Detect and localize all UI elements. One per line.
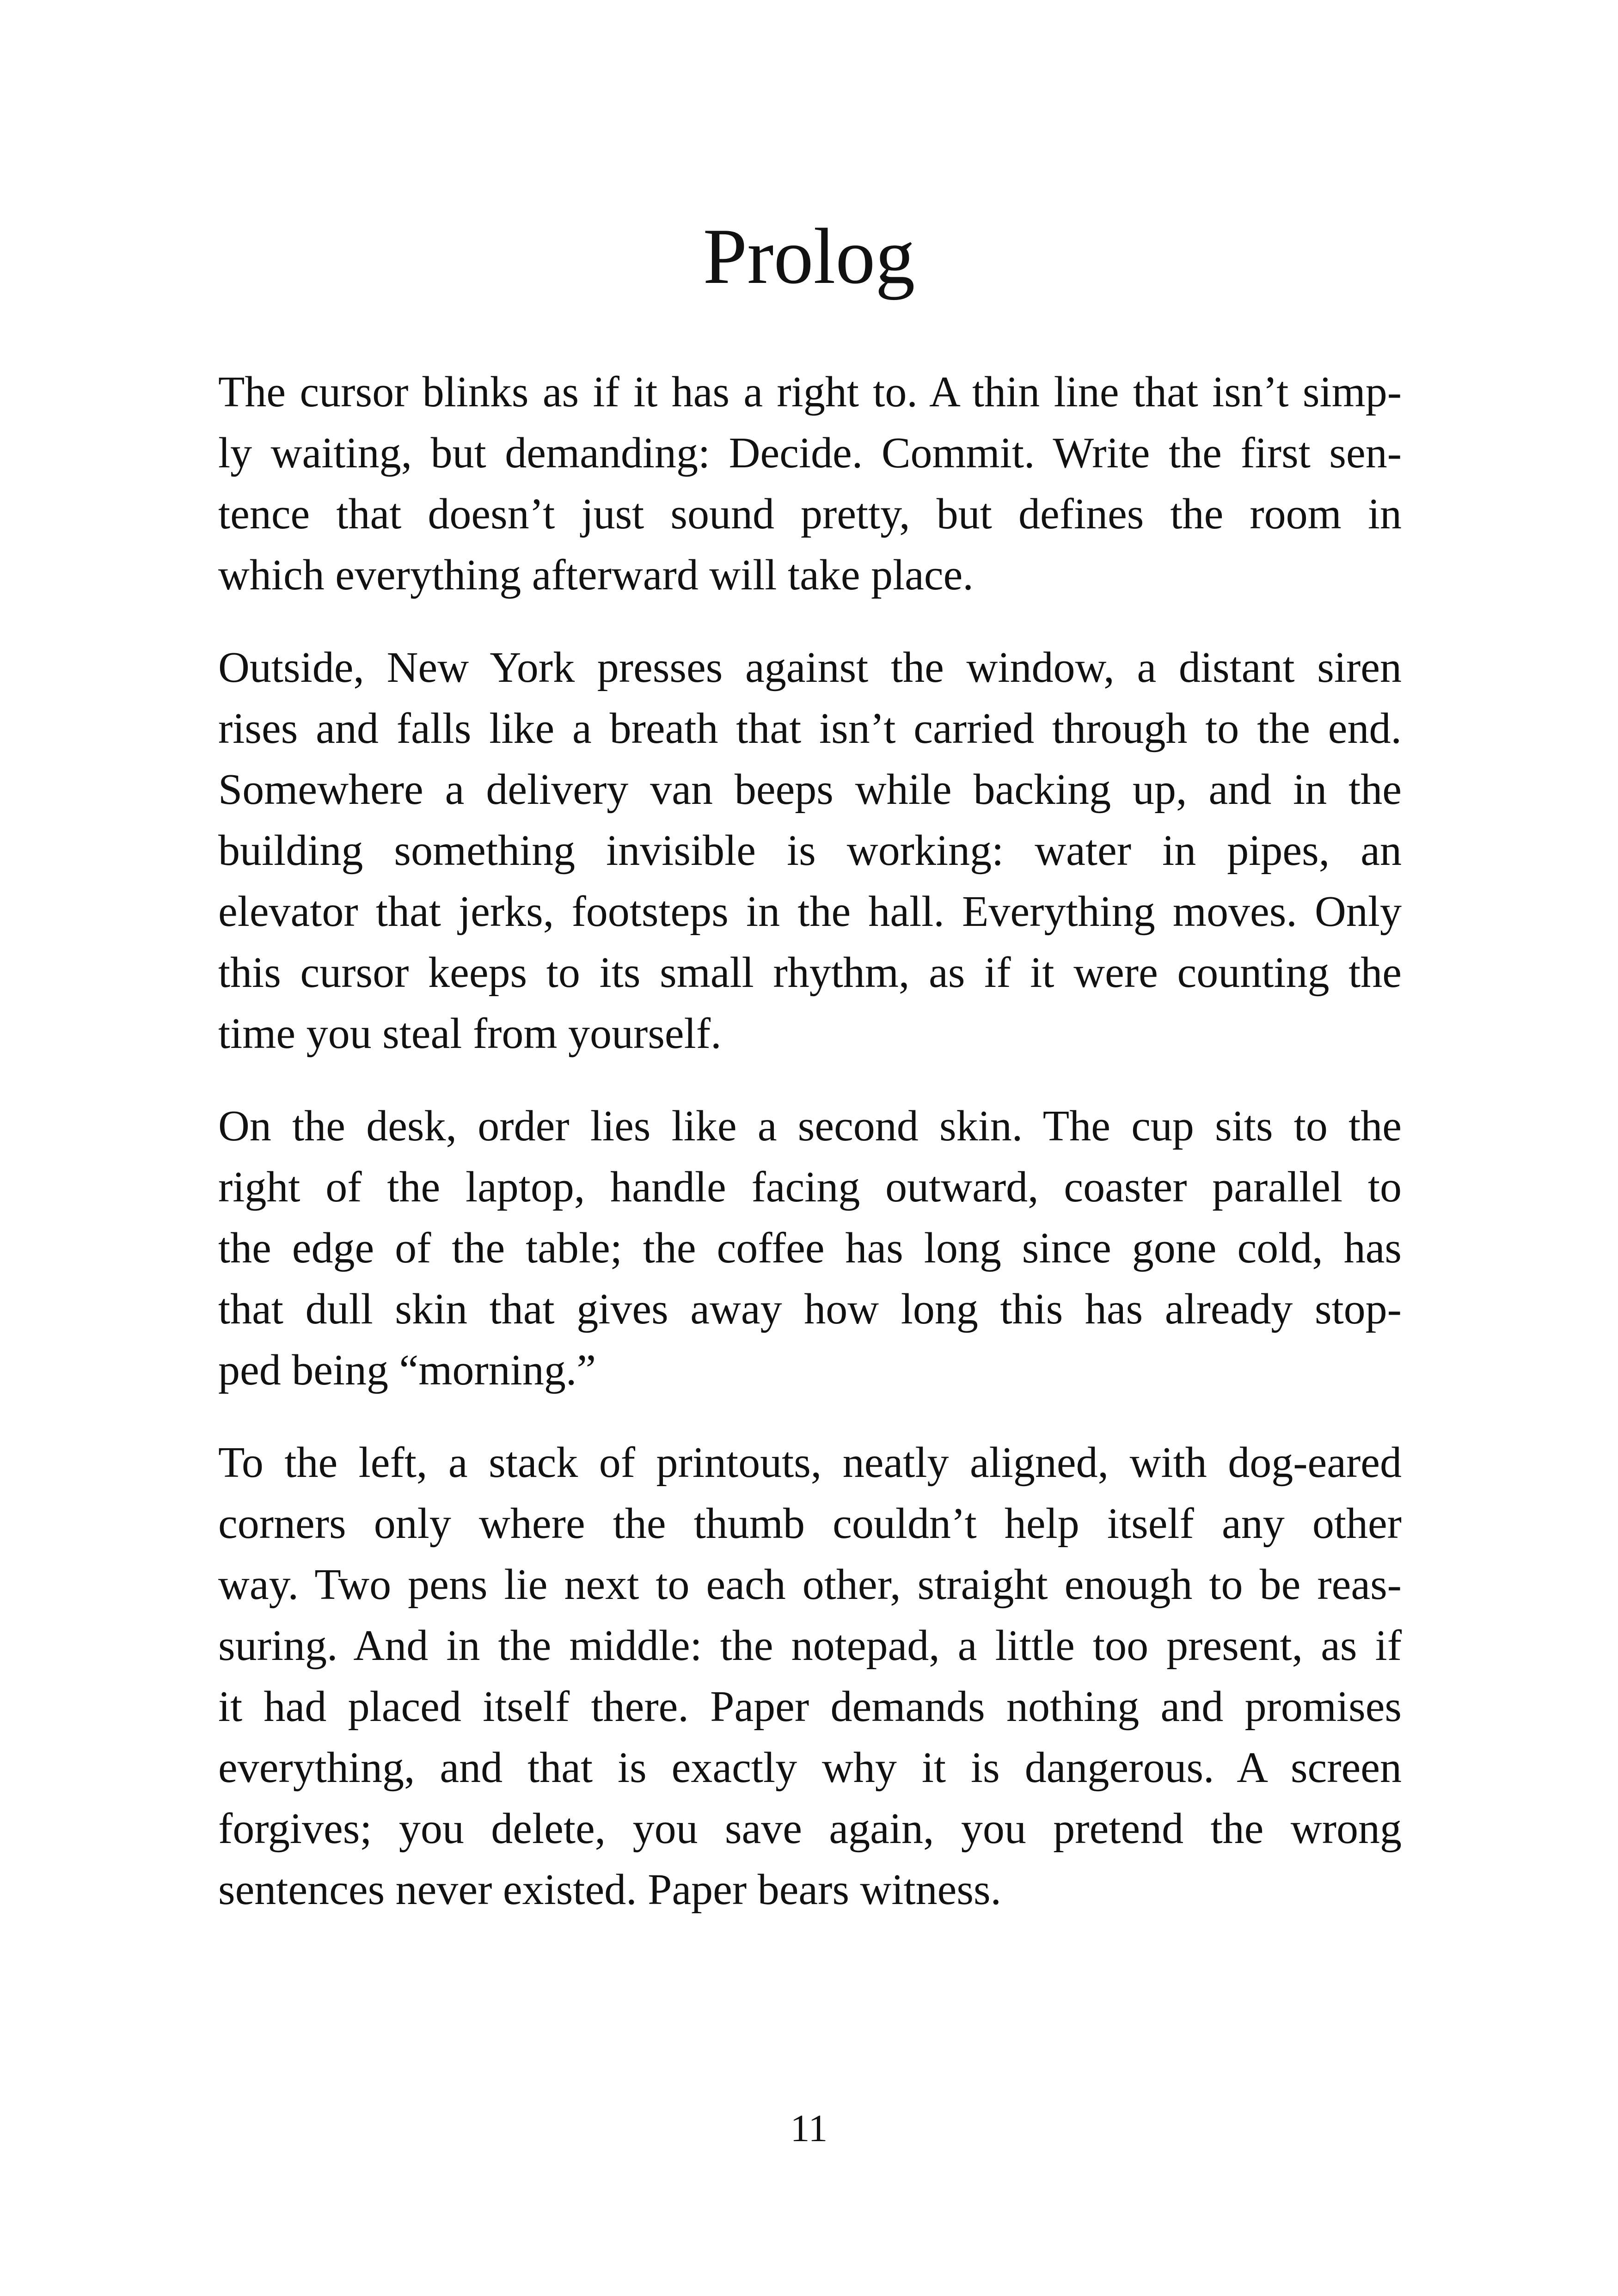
- paragraph-3: [218, 1096, 1402, 1401]
- text-line: right of the laptop, handle facing outward, coaster parallel to: [218, 1163, 1402, 1211]
- text-line: Outside, New York presses against the window, a distant siren: [218, 643, 1402, 692]
- text-line: corners only where the thumb couldn’t help itself any other: [218, 1500, 1402, 1548]
- text-line: this cursor keeps to its small rhythm, as if it were counting the: [218, 949, 1402, 997]
- text-line: Somewhere a delivery van beeps while backing up, and in the: [218, 765, 1402, 814]
- paragraph-1: [218, 361, 1402, 606]
- text-line: tence that doesn’t just sound pretty, but defines the room in: [218, 490, 1402, 538]
- text-line: The cursor blinks as if it has a right to. A thin line that isn’t simp-: [218, 368, 1402, 416]
- text-line: way. Two pens lie next to each other, straight enough to be reas-: [218, 1561, 1402, 1609]
- text-line: that dull skin that gives away how long this has already stop-: [218, 1285, 1402, 1333]
- text-line: To the left, a stack of printouts, neatly aligned, with dog-eared: [218, 1439, 1402, 1487]
- text-line: elevator that jerks, footsteps in the hall. Everything moves. Only: [218, 888, 1402, 936]
- text-line: everything, and that is exactly why it is dangerous. A screen: [218, 1744, 1402, 1792]
- page-number: 11: [790, 2107, 828, 2150]
- text-line: building something invisible is working: water in pipes, an: [218, 827, 1402, 875]
- text-line: the edge of the table; the coffee has long since gone cold, has: [218, 1224, 1402, 1272]
- text-line: forgives; you delete, you save again, you pretend the wrong: [218, 1805, 1402, 1853]
- paragraph-2: [218, 637, 1402, 1064]
- chapter-body: [218, 361, 1402, 1952]
- text-line: suring. And in the middle: the notepad, a little too present, as if: [218, 1622, 1402, 1670]
- text-line: ly waiting, but demanding: Decide. Commit. Write the first sen-: [218, 429, 1402, 477]
- text-line: it had placed itself there. Paper demands nothing and promises: [218, 1683, 1402, 1731]
- text-line: sentences never existed. Paper bears witness.: [218, 1866, 1002, 1914]
- text-line: On the desk, order lies like a second skin. The cup sits to the: [218, 1102, 1402, 1150]
- paragraph-4: [218, 1432, 1402, 1920]
- chapter-title: Prolog: [703, 213, 915, 300]
- text-line: time you steal from yourself.: [218, 1010, 722, 1058]
- text-line: rises and falls like a breath that isn’t carried through to the end.: [218, 704, 1402, 753]
- text-line: ped being “morning.”: [218, 1346, 596, 1394]
- text-line: which everything afterward will take place.: [218, 551, 974, 599]
